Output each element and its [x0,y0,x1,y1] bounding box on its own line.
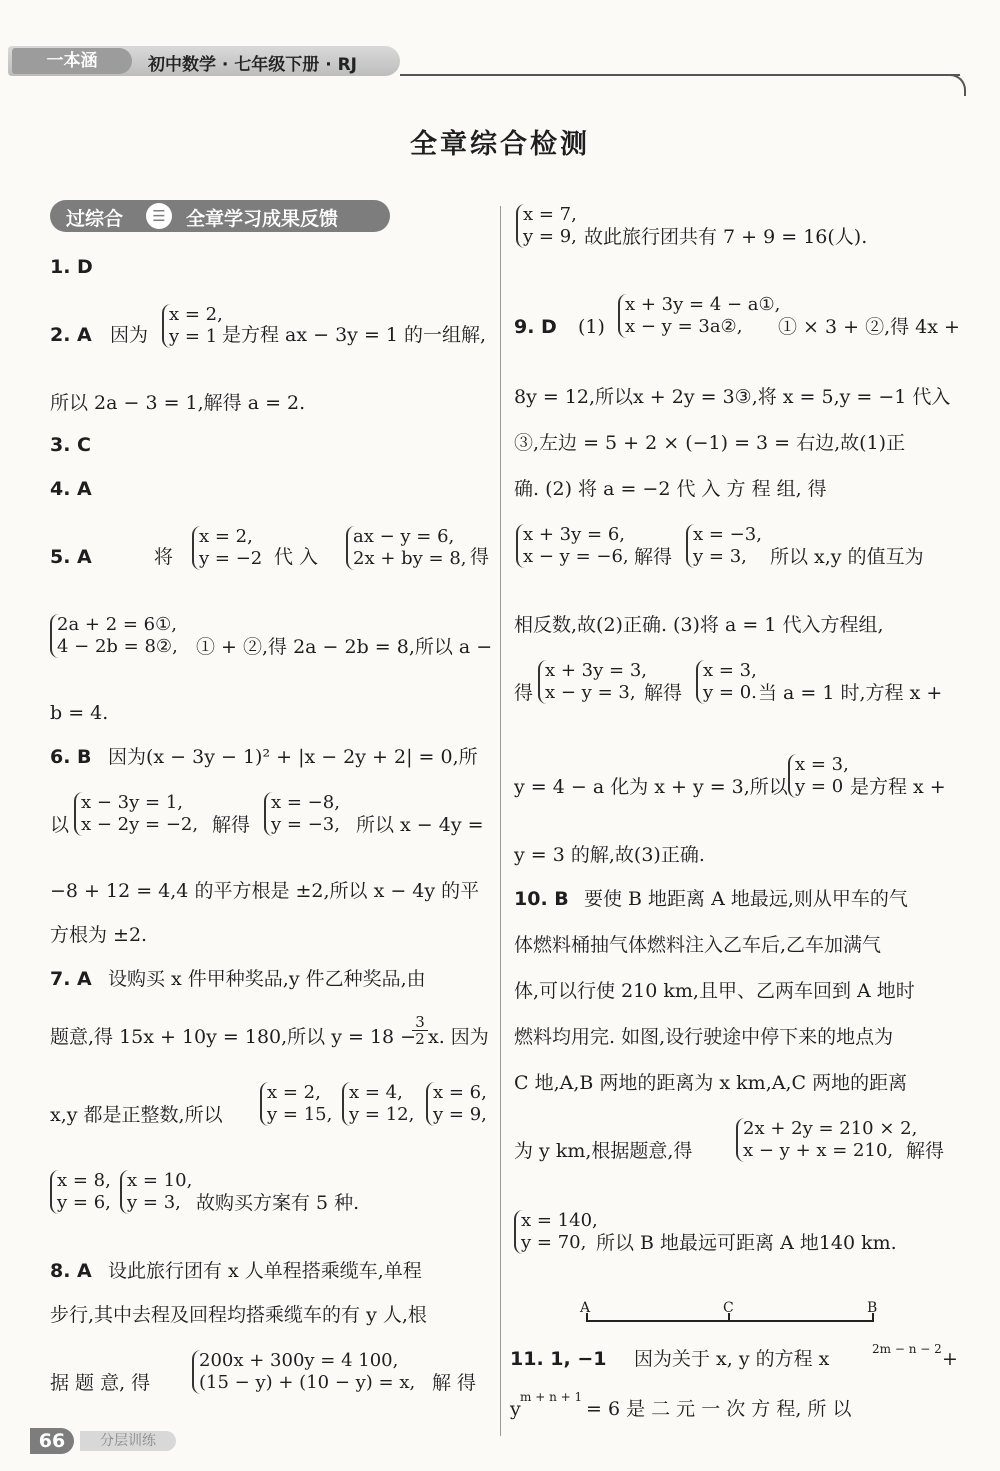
page-title: 全章综合检测 [410,129,590,160]
answer-8-number: 8. A [50,1260,92,1282]
page-number: 66 [30,1428,74,1454]
equation: x = 6, [433,1082,487,1103]
answer-8-system [192,1350,415,1394]
answer-7-text: x. 因为 [428,1026,489,1048]
answer-6-text: 以 [50,814,70,836]
answer-9-text: (1) [578,316,605,338]
equation: x + 3y = 4 − a①, [625,294,781,315]
answer-9-text: ① × 3 + ②,得 4x + [778,316,960,338]
answer-7-number: 7. A [50,968,92,990]
answer-9-text: 当 a = 1 时,方程 x + [758,682,943,704]
distance-segment [586,1320,874,1322]
answer-6-text: 因为(x − 3y − 1)² + |x − 2y + 2| = 0,所 [108,746,478,768]
equation: y = 3, [127,1192,181,1213]
answer-7-system [260,1082,332,1126]
equation: y = −2 [199,548,263,569]
answer-11-text: = 6 是 二 元 一 次 方 程, 所 以 [586,1398,852,1420]
point-c-label: C [723,1300,734,1316]
equation: y = 9, [433,1104,487,1125]
answer-6-system [74,792,198,836]
equation: x = 3, [795,754,849,775]
answer-5-system [192,526,262,570]
page-footer [0,1428,200,1454]
answer-9-system [686,524,762,568]
point-a-label: A [580,1300,591,1316]
footer-label: 分层训练 [80,1431,176,1451]
answer-7-text: 故购买方案有 5 种. [196,1192,360,1214]
answer-9-text: 是方程 x + [850,776,946,798]
answer-9-number: 9. D [514,316,557,338]
answer-10-system [736,1118,917,1162]
answer-5-text: 代 入 [274,546,319,568]
answer-2-text: 因为 [110,324,149,346]
fraction-numerator: 3 [415,1013,425,1031]
column-divider [500,206,501,1436]
answer-9-text: y = 3 的解,故(3)正确. [514,844,705,866]
equation: 2x + 2y = 210 × 2, [743,1118,918,1139]
answer-2-number: 2. A [50,324,92,346]
page-header [8,42,966,82]
answer-8-text: 解 得 [432,1372,477,1394]
equation: x − y = −6, [523,546,629,567]
equation: x + 3y = 6, [523,524,625,545]
equation: 2x + by = 8, [353,548,467,569]
equation: y = 9, [523,226,577,247]
answer-11-text: y [510,1398,521,1420]
answer-11-text: 因为关于 x, y 的方程 x [634,1348,830,1370]
equation: x − y + x = 210, [743,1140,894,1161]
answer-10-text: 解得 [906,1140,945,1162]
answer-2-system [162,304,223,348]
header-rule-curve [944,74,966,96]
answer-10-text: 要使 B 地距离 A 地最远,则从甲车的气 [584,888,908,910]
answer-9-text: 得 [514,682,534,704]
equation: x = 7, [523,204,577,225]
answer-8-text: 设此旅行团有 x 人单程搭乘缆车,单程 [108,1260,422,1282]
answer-10-text: 燃料均用完. 如图,设行驶途中停下来的地点为 [514,1026,894,1048]
equation: y = 1 [169,326,218,347]
equation: y = 0 [795,776,844,797]
equation: x = 4, [349,1082,403,1103]
equation: 4 − 2b = 8②, [57,636,178,657]
equation: y = 0. [703,682,757,703]
answer-3: 3. C [50,434,91,456]
equation: x = −8, [271,792,340,813]
answer-9-system [618,294,780,338]
answer-11-text: + [942,1348,958,1370]
answer-9-text: 8y = 12,所以x + 2y = 3③,将 x = 5,y = −1 代入 [514,386,951,408]
equation: x − 3y = 1, [81,792,183,813]
answer-9-text: 解得 [634,546,673,568]
answer-10-text: C 地,A,B 两地的距离为 x km,A,C 两地的距离 [514,1072,908,1094]
answer-6-text: 解得 [212,814,251,836]
answer-5-system [50,614,178,658]
section-banner [50,200,390,232]
answer-1: 1. D [50,256,93,278]
fraction [412,1014,428,1047]
answer-5-text: b = 4. [50,702,109,724]
banner-right-label: 全章学习成果反馈 [186,208,339,230]
answer-5-text: 得 [470,546,490,568]
equation: x = 140, [521,1210,598,1231]
answer-6-text: −8 + 12 = 4,4 的平方根是 ±2,所以 x − 4y 的平 [50,880,480,902]
answer-5-text: ① + ②,得 2a − 2b = 8,所以 a − [196,636,493,658]
fraction-denominator: 2 [412,1030,428,1047]
answer-9-system [516,524,629,568]
answer-10-number: 10. B [514,888,569,910]
equation: x = 3, [703,660,757,681]
equation: y = 3, [693,546,747,567]
equation: ax − y = 6, [353,526,455,547]
answer-9-system [788,754,849,798]
equation: x = 8, [57,1170,111,1191]
answer-4: 4. A [50,478,92,500]
equation: (15 − y) + (10 − y) = x, [199,1372,416,1393]
answer-7-system [50,1170,111,1214]
answer-5-system [346,526,467,570]
equation: x = 10, [127,1170,193,1191]
answer-10-text: 所以 B 地最远可距离 A 地140 km. [596,1232,897,1254]
equation: 2a + 2 = 6①, [57,614,177,635]
answer-6-system [264,792,340,836]
answer-9-system [696,660,757,704]
equation: x = 2, [169,304,223,325]
answer-2-text: 是方程 ax − 3y = 1 的一组解, [222,324,487,346]
answer-9-system [538,660,647,704]
point-b-label: B [867,1300,878,1316]
equation: x − 2y = −2, [81,814,199,835]
answer-9-text: 确. (2) 将 a = −2 代 入 方 程 组, 得 [514,478,827,500]
answer-5-number: 5. A [50,546,92,568]
answer-9-text: y = 4 − a 化为 x + y = 3,所以 [514,776,788,798]
answer-6-text: 所以 x − 4y = [356,814,484,836]
answer-9-text: 相反数,故(2)正确. (3)将 a = 1 代入方程组, [514,614,884,636]
answer-6-number: 6. B [50,746,92,768]
answer-11-number: 11. 1, −1 [510,1348,607,1370]
equation: x = 2, [199,526,253,547]
answer-8-text: 故此旅行团共有 7 + 9 = 16(人). [584,226,868,248]
brand-logo: 一本涵 [12,48,132,74]
answer-7-system [120,1170,192,1214]
answer-9-text: ③,左边 = 5 + 2 × (−1) = 3 = 右边,故(1)正 [514,432,906,454]
answer-2-text: 所以 2a − 3 = 1,解得 a = 2. [50,392,306,414]
answer-10-text: 为 y km,根据题意,得 [514,1140,693,1162]
answer-6-text: 方根为 ±2. [50,924,148,946]
answer-10-system [514,1210,598,1254]
equation: y = 12, [349,1104,415,1125]
equation: y = 15, [267,1104,333,1125]
answer-8-result-system [516,204,577,248]
answer-8-text: 步行,其中去程及回程均搭乘缆车的有 y 人,根 [50,1304,427,1326]
equation: 200x + 300y = 4 100, [199,1350,399,1371]
equation: y = −3, [271,814,340,835]
exponent: m + n + 1 [520,1390,583,1404]
answer-9-text: 解得 [644,682,683,704]
answer-7-text: 题意,得 15x + 10y = 180,所以 y = 18 − [50,1026,417,1048]
answer-7-text: 设购买 x 件甲种奖品,y 件乙种奖品,由 [108,968,426,990]
answer-9-text: 所以 x,y 的值互为 [770,546,924,568]
answer-5-text: 将 [154,546,174,568]
header-rule [400,74,960,76]
answer-10-text: 体,可以行使 210 km,且甲、乙两车回到 A 地时 [514,980,915,1002]
equation: x = 2, [267,1082,321,1103]
answer-10-text: 体燃料桶抽气体燃料注入乙车后,乙车加满气 [514,934,882,956]
equation: x − y = 3a②, [625,316,743,337]
answer-7-system [342,1082,414,1126]
equation: x = −3, [693,524,762,545]
equation: x − y = 3, [545,682,636,703]
exponent: 2m − n − 2 [872,1342,942,1356]
banner-left-label: 过综合 [66,208,124,230]
answer-7-text: x,y 都是正整数,所以 [50,1104,223,1126]
answer-8-text: 据 题 意, 得 [50,1372,151,1394]
answer-7-system [426,1082,487,1126]
equation: y = 70, [521,1232,587,1253]
book-title: 初中数学 · 七年级下册 · RJ [148,55,358,75]
list-icon: ☰ [146,203,172,229]
equation: y = 6, [57,1192,111,1213]
equation: x + 3y = 3, [545,660,647,681]
